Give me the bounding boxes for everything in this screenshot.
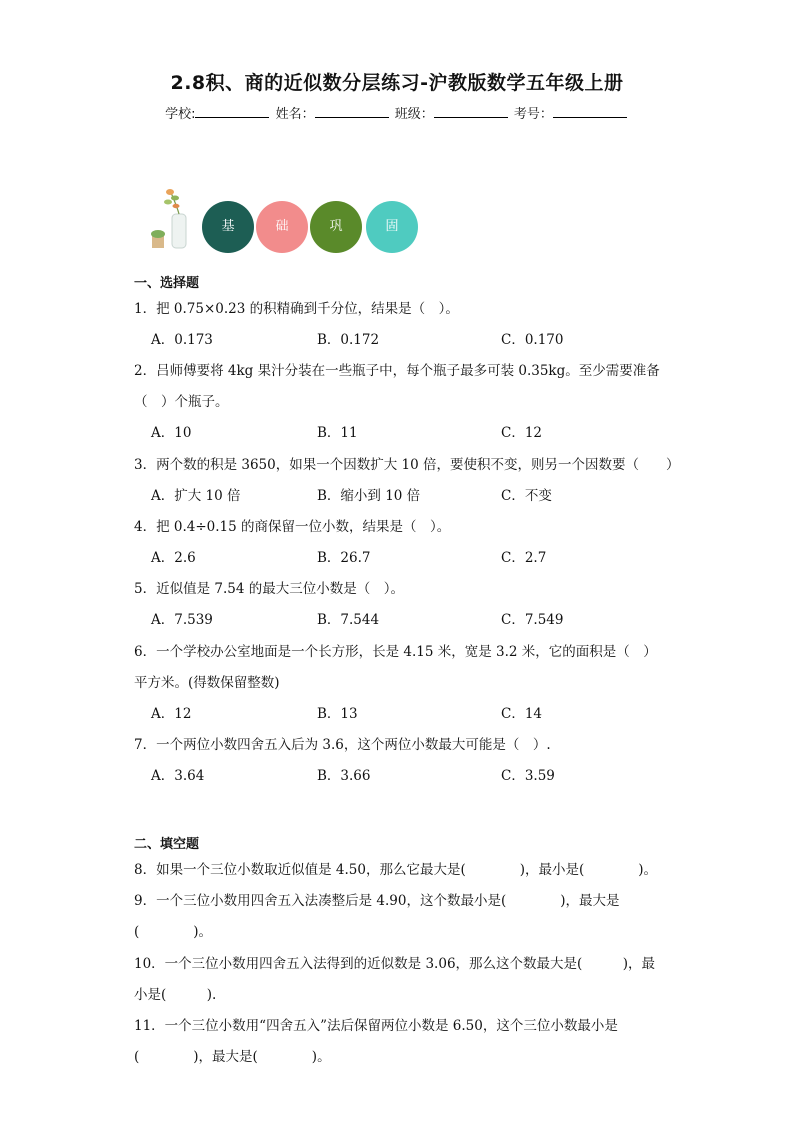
question-1: 1．把 0.75×0.23 的积精确到千分位，结果是（ ）。 bbox=[134, 301, 459, 317]
q7-option-c[interactable]: C．3.59 bbox=[501, 768, 555, 784]
q6-option-b[interactable]: B．13 bbox=[317, 706, 358, 722]
question-2-line-2: （ ）个瓶子。 bbox=[134, 394, 229, 410]
student-info-line bbox=[0, 103, 794, 122]
page-title: 2.8积、商的近似数分层练习-沪教版数学五年级上册 bbox=[170, 72, 624, 94]
question-11-line-1: 11．一个三位小数用“四舍五入”法后保留两位小数是 6.50，这个三位小数最小是 bbox=[134, 1018, 618, 1034]
question-2-line-1: 2．吕师傅要将 4kg 果汁分装在一些瓶子中，每个瓶子最多可装 0.35kg。至少需要准备 bbox=[134, 363, 660, 379]
q4-option-c[interactable]: C．2.7 bbox=[501, 550, 547, 566]
q1-option-a[interactable]: A．0.173 bbox=[151, 332, 213, 348]
name-blank bbox=[315, 105, 389, 118]
school-blank bbox=[195, 105, 269, 118]
q4-option-b[interactable]: B．26.7 bbox=[317, 550, 371, 566]
q4-option-a[interactable]: A．2.6 bbox=[151, 550, 196, 566]
question-6-line-1: 6．一个学校办公室地面是一个长方形，长是 4.15 米，宽是 3.2 米，它的面积是（ ） bbox=[134, 644, 657, 660]
section-title-choice: 一、选择题 bbox=[134, 276, 200, 291]
question-10-line-2: 小是( ). bbox=[134, 987, 217, 1003]
banner-circle-gu: 固 bbox=[366, 201, 418, 253]
q1-option-b[interactable]: B．0.172 bbox=[317, 332, 380, 348]
question-8: 8．如果一个三位小数取近似值是 4.50，那么它最大是( )，最小是( )。 bbox=[134, 862, 658, 878]
q3-option-c[interactable]: C．不变 bbox=[501, 488, 552, 504]
question-10-line-1: 10．一个三位小数用四舍五入法得到的近似数是 3.06，那么这个数最大是( )，最 bbox=[134, 956, 656, 972]
q2-option-c[interactable]: C．12 bbox=[501, 425, 543, 441]
q6-option-c[interactable]: C．14 bbox=[501, 706, 543, 722]
class-blank bbox=[434, 105, 508, 118]
question-5: 5．近似值是 7.54 的最大三位小数是（ ）。 bbox=[134, 581, 404, 597]
name-label: 姓名： bbox=[275, 107, 315, 122]
question-11-line-2: ( )，最大是( )。 bbox=[134, 1049, 331, 1065]
question-9-line-1: 9．一个三位小数用四舍五入法凑整后是 4.90，这个数最小是( )，最大是 bbox=[134, 893, 620, 909]
q1-option-c[interactable]: C．0.170 bbox=[501, 332, 564, 348]
banner-circle-ji: 基 bbox=[202, 201, 254, 253]
q6-option-a[interactable]: A．12 bbox=[151, 706, 192, 722]
q3-option-a[interactable]: A．扩大 10 倍 bbox=[151, 488, 241, 504]
q7-option-b[interactable]: B．3.66 bbox=[317, 768, 371, 784]
q5-option-b[interactable]: B．7.544 bbox=[317, 612, 380, 628]
question-7: 7．一个两位小数四舍五入后为 3.6，这个两位小数最大可能是（ ）. bbox=[134, 737, 551, 753]
q3-option-b[interactable]: B．缩小到 10 倍 bbox=[317, 488, 421, 504]
plant-vase-illustration bbox=[146, 186, 194, 252]
q2-option-a[interactable]: A．10 bbox=[151, 425, 192, 441]
class-label: 班级： bbox=[394, 107, 434, 122]
school-label: 学校: bbox=[165, 107, 196, 122]
exam-number-blank bbox=[553, 105, 627, 118]
question-9-line-2: ( )。 bbox=[134, 924, 213, 940]
question-6-line-2: 平方米。(得数保留整数) bbox=[134, 675, 280, 691]
q7-option-a[interactable]: A．3.64 bbox=[151, 768, 205, 784]
question-4: 4．把 0.4÷0.15 的商保留一位小数，结果是（ ）。 bbox=[134, 519, 451, 535]
exam-number-label: 考号： bbox=[513, 107, 553, 122]
question-3: 3．两个数的积是 3650，如果一个因数扩大 10 倍，要使积不变，则另一个因数要（ ） bbox=[134, 457, 680, 473]
q5-option-c[interactable]: C．7.549 bbox=[501, 612, 564, 628]
banner-circle-gong: 巩 bbox=[310, 201, 362, 253]
section-title-fill-in: 二、填空题 bbox=[134, 837, 200, 852]
banner-circle-chu: 础 bbox=[256, 201, 308, 253]
q5-option-a[interactable]: A．7.539 bbox=[151, 612, 213, 628]
q2-option-b[interactable]: B．11 bbox=[317, 425, 358, 441]
